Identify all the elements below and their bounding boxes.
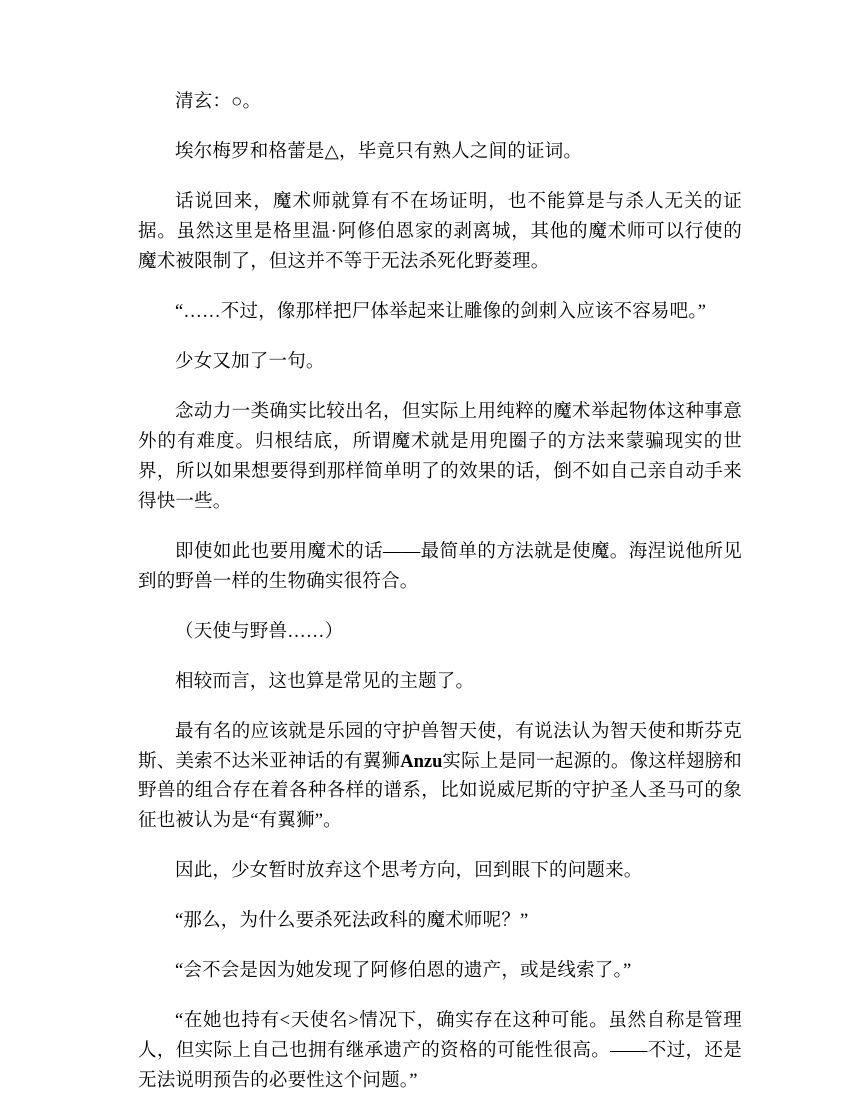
paragraph: “那么，为什么要杀死法政科的魔术师呢？” bbox=[175, 911, 529, 932]
paragraph: 相较而言，这也算是常见的主题了。 bbox=[175, 671, 475, 692]
paragraph: 念动力一类确实比较出名，但实际上用纯粹的魔术举起物体这种事意外的有难度。归根结底，所谓魔术就是用兜圈子的方法来蒙骗现实的世界，所以如果想要得到那样简单明了的效果的话，倒不如自己亲自动手来得快一些。 bbox=[138, 401, 742, 512]
paragraph: 因此，少女暂时放弃这个思考方向，回到眼下的问题来。 bbox=[175, 861, 643, 882]
paragraph: （天使与野兽……） bbox=[175, 621, 344, 642]
term-anzu: Anzu bbox=[400, 751, 443, 772]
document-body bbox=[138, 88, 742, 1097]
paragraph: 话说回来，魔术师就算有不在场证明，也不能算是与杀人无关的证据。虽然这里是格里温·阿修伯恩家的剥离城，其他的魔术师可以行使的魔术被限制了，但这并不等于无法杀死化野菱理。 bbox=[138, 191, 742, 272]
paragraph: 即使如此也要用魔术的话——最简单的方法就是使魔。海涅说他所见到的野兽一样的生物确实很符合。 bbox=[138, 541, 742, 592]
paragraph: 埃尔梅罗和格蕾是△，毕竟只有熟人之间的证词。 bbox=[175, 141, 583, 162]
paragraph: 最有名的应该就是乐园的守护兽智天使，有说法认为智天使和斯芬克斯、美索不达米亚神话的有翼狮Anzu实际上是同一起源的。像这样翅膀和野兽的组合存在着各种各样的谱系，比如说威尼斯的守护圣人圣马可的象征也被认为是“有翼狮”。 bbox=[138, 721, 743, 832]
paragraph: “在她也持有<天使名>情况下，确实存在这种可能。虽然自称是管理人，但实际上自己也拥有继承遗产的资格的可能性很高。——不过，还是无法说明预告的必要性这个问题。” bbox=[138, 1011, 742, 1092]
paragraph: 清玄：○。 bbox=[175, 92, 262, 112]
paragraph: 少女又加了一句。 bbox=[175, 351, 325, 372]
paragraph: “会不会是因为她发现了阿修伯恩的遗产，或是线索了。” bbox=[175, 961, 632, 982]
paragraph: “……不过，像那样把尸体举起来让雕像的剑刺入应该不容易吧。” bbox=[175, 301, 707, 322]
